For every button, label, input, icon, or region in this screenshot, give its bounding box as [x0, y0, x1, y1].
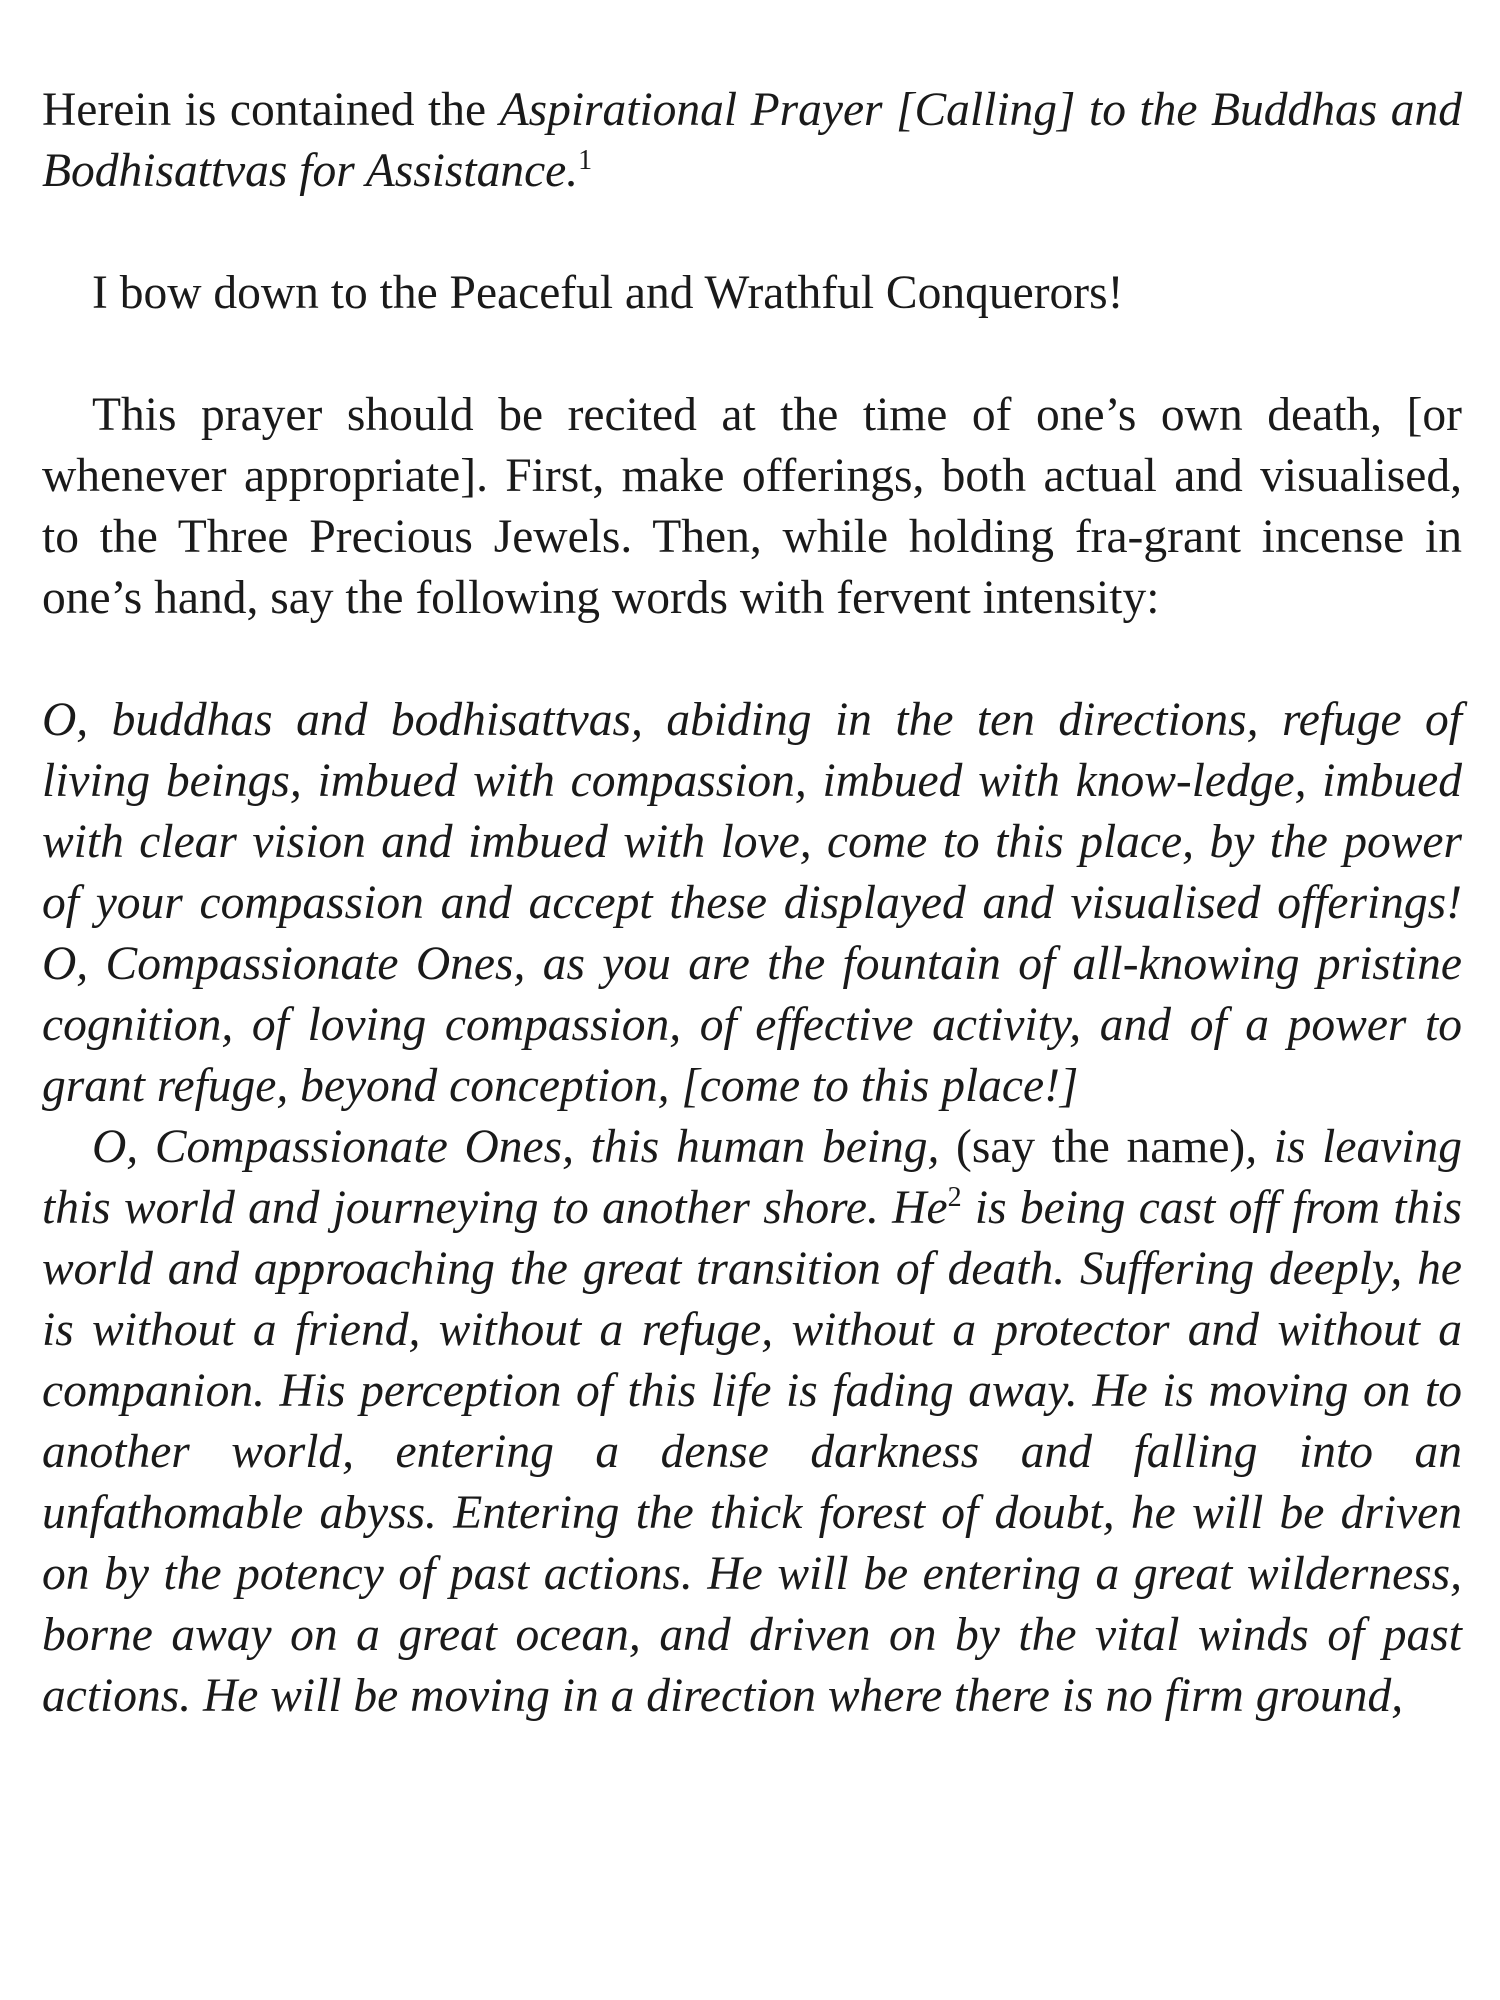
prayer-2-aside: (say the name): [956, 1121, 1246, 1173]
homage-line: I bow down to the Peaceful and Wrathful Conquerors!: [92, 267, 1124, 319]
prayer-paragraph-1: O, buddhas and bodhisattvas, abiding in the ten directions, refuge of living beings, imbued with compassion, imbued with know-ledge, imbued with clear vision and imbued with love, come to this place, by the power of your compassion and accept these displayed and visualised offerings! O, Compassionate Ones, as you are the fountain of all-knowing pristine cognition, of loving compassion, of effective activity, and of a power to grant refuge, beyond conception, [come to this place!]: [42, 694, 1462, 1112]
instruction-paragraph: This prayer should be recited at the time of one’s own death, [or whenever appropriate]. First, make offerings, both actual and visualised, to the Three Precious Jewels. Then, while holding fra-grant incense in one’s hand, say the following words with fervent intensity:: [42, 389, 1462, 624]
prayer-paragraph-2: [42, 1117, 1462, 1727]
book-page: [42, 80, 1462, 1727]
prayer-2-cont: , is leaving this world and journeying to another shore. He: [42, 1121, 1462, 1234]
prayer-title: Aspirational Prayer [Calling] to the Buddhas and Bodhisattvas for Assistance.: [42, 84, 1462, 197]
intro-lead: Herein is contained the: [42, 84, 500, 136]
footnote-marker-1: 1: [578, 145, 593, 177]
intro-paragraph: [42, 80, 1462, 202]
prayer-2-start: O, Compassionate Ones, this human being,: [92, 1121, 957, 1173]
prayer-2-rest: is being cast off from this world and approaching the great transition of death. Suffering deeply, he is without a friend, without a refuge, without a protector and without a companion. His perception of this life is fading away. He is moving on to another world, entering a dense darkness and falling into an unfathomable abyss. Entering the thick forest of doubt, he will be driven on by the potency of past actions. He will be entering a great wilderness, borne away on a great ocean, and driven on by the vital winds of past actions. He will be moving in a direction where there is no firm ground,: [42, 1182, 1462, 1722]
footnote-marker-2: 2: [947, 1182, 962, 1214]
